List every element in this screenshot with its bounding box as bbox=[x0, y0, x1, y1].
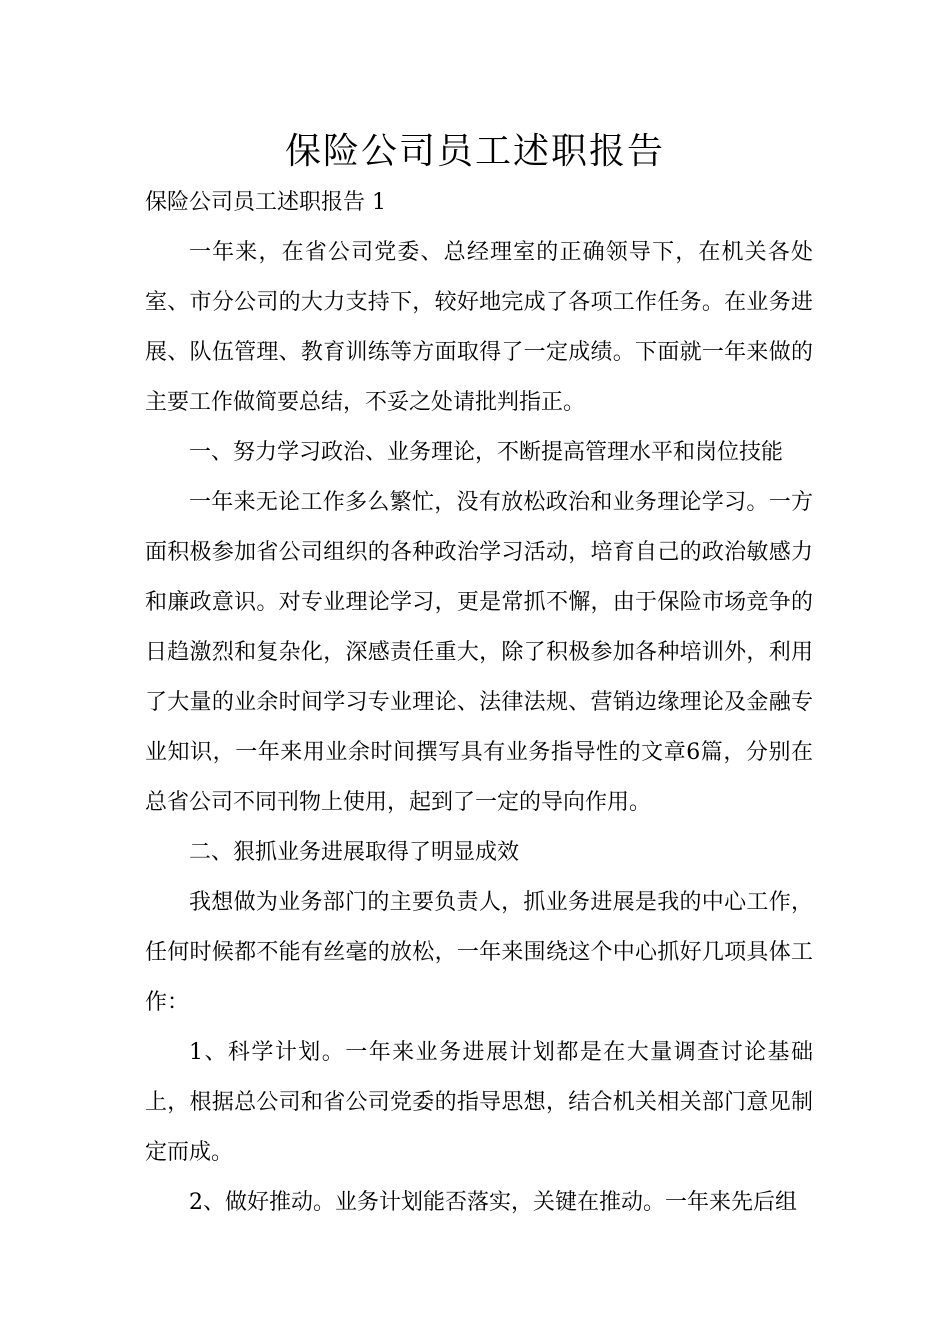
document-subtitle: 保险公司员工述职报告 1 bbox=[145, 190, 386, 215]
section-heading-2: 二、狠抓业务进展取得了明显成效 bbox=[189, 840, 520, 865]
paragraph-intro: 一年来，在省公司党委、总经理室的正确领导下，在机关各处室、市分公司的大力支持下，较好地完成了各项工作任务。在业务进展、队伍管理、教育训练等方面取得了一定成绩。下面就一年来做的主要工作做简要总结，不妥之处请批判指正。 bbox=[145, 240, 813, 415]
document-title: 保险公司员工述职报告 bbox=[284, 131, 665, 172]
paragraph-promotion: 2、做好推动。业务计划能否落实，关键在推动。一年来先后组 bbox=[189, 1190, 797, 1215]
paragraph-study: 一年来无论工作多么繁忙，没有放松政治和业务理论学习。一方面积极参加省公司组织的各种政治学习活动，培育自己的政治敏感力和廉政意识。对专业理论学习，更是常抓不懈，由于保险市场竞争的日趋激烈和复杂化，深感责任重大，除了积极参加各种培训外，利用了大量的业余时间学习专业理论、法律法规、营销边缘理论及金融专业知识，一年来用业余时间撰写具有业务指导性的文章6篇，分别在总省公司不同刊物上使用，起到了一定的导向作用。 bbox=[145, 490, 813, 815]
paragraph-planning: 1、科学计划。一年来业务进展计划都是在大量调查讨论基础上，根据总公司和省公司党委的指导思想，结合机关相关部门意见制定而成。 bbox=[145, 1040, 813, 1165]
document-body bbox=[145, 178, 813, 1228]
paragraph-business: 我想做为业务部门的主要负责人，抓业务进展是我的中心工作，任何时候都不能有丝毫的放松，一年来围绕这个中心抓好几项具体工作： bbox=[145, 890, 813, 1015]
section-heading-1: 一、努力学习政治、业务理论，不断提高管理水平和岗位技能 bbox=[189, 440, 784, 465]
